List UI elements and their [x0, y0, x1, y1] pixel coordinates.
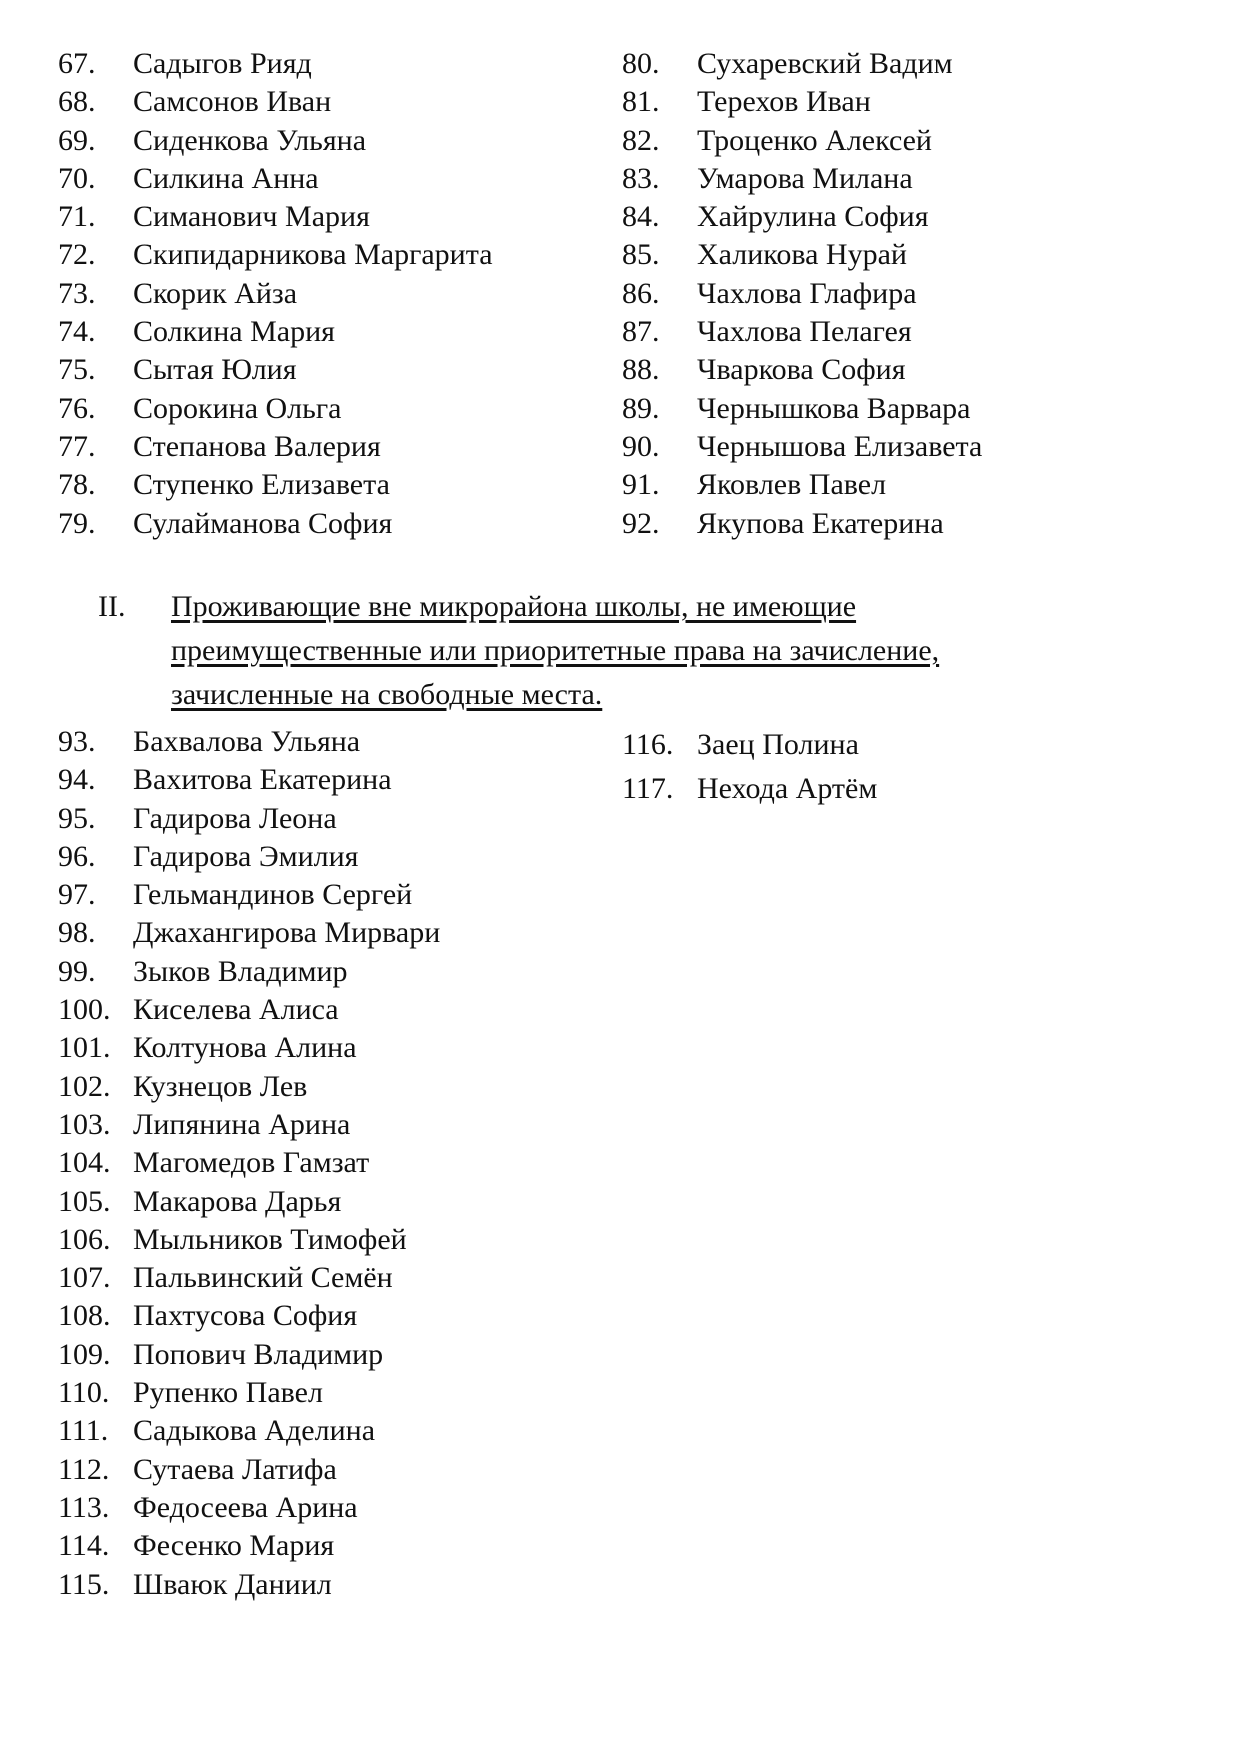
- list-item: [58, 275, 298, 313]
- student-name: Шваюк Даниил: [133, 1567, 332, 1601]
- item-number: 91.: [622, 468, 660, 502]
- list-item: [58, 1374, 323, 1412]
- item-number: 105.: [58, 1184, 111, 1218]
- item-number: 117.: [622, 772, 674, 805]
- student-name: Сиденкова Ульяна: [133, 123, 367, 157]
- item-number: 90.: [622, 429, 660, 463]
- student-name: Халикова Нурай: [697, 238, 907, 272]
- list-item: [58, 1259, 393, 1297]
- list-item: [58, 122, 367, 160]
- list-item: [58, 991, 339, 1029]
- item-number: 75.: [58, 353, 96, 387]
- list-item: [622, 390, 971, 428]
- student-name: Зыков Владимир: [133, 954, 348, 988]
- list-item: [58, 1527, 335, 1565]
- item-number: 72.: [58, 238, 96, 272]
- student-name: Скорик Айза: [133, 276, 298, 310]
- item-number: 112.: [58, 1452, 110, 1486]
- list-item: [58, 45, 312, 83]
- item-number: 113.: [58, 1490, 110, 1524]
- item-number: 85.: [622, 238, 660, 272]
- item-number: 116.: [622, 728, 674, 761]
- student-name: Гадирова Эмилия: [133, 839, 359, 873]
- list-item: [622, 723, 859, 767]
- item-number: 115.: [58, 1567, 110, 1601]
- student-name: Магомедов Гамзат: [133, 1146, 370, 1180]
- list-item: [58, 428, 381, 466]
- item-number: 97.: [58, 878, 96, 912]
- student-name: Садыкова Аделина: [133, 1414, 376, 1448]
- student-name: Мыльников Тимофей: [133, 1222, 407, 1256]
- list-item: [58, 1451, 337, 1489]
- student-name: Заец Полина: [697, 728, 859, 761]
- list-item: [622, 313, 912, 351]
- section-number: II.: [98, 590, 126, 623]
- list-item: [622, 198, 929, 236]
- list-item: [58, 953, 348, 991]
- student-name: Гадирова Леона: [133, 801, 337, 835]
- list-item: [622, 428, 983, 466]
- student-name: Чваркова София: [697, 353, 906, 387]
- item-number: 80.: [622, 47, 660, 80]
- item-number: 86.: [622, 276, 660, 310]
- item-number: 100.: [58, 993, 111, 1027]
- student-name: Сутаева Латифа: [133, 1452, 337, 1486]
- list-item: [58, 1221, 407, 1259]
- student-name: Чернышкова Варвара: [697, 391, 971, 425]
- item-number: 92.: [622, 506, 660, 540]
- list-item: [622, 275, 917, 313]
- student-name: Ступенко Елизавета: [133, 468, 390, 502]
- student-name: Степанова Валерия: [133, 429, 381, 463]
- list-item: [58, 723, 361, 761]
- item-number: 67.: [58, 47, 96, 80]
- item-number: 70.: [58, 161, 96, 195]
- item-number: 107.: [58, 1261, 111, 1295]
- item-number: 111.: [58, 1414, 109, 1448]
- student-name: Чахлова Пелагея: [697, 315, 912, 349]
- item-number: 74.: [58, 315, 96, 349]
- student-name: Макарова Дарья: [133, 1184, 342, 1218]
- student-name: Рупенко Павел: [133, 1376, 323, 1410]
- item-number: 81.: [622, 85, 660, 119]
- student-name: Садыгов Рияд: [133, 47, 312, 80]
- student-name: Гельмандинов Сергей: [133, 878, 413, 912]
- student-name: Кузнецов Лев: [133, 1069, 308, 1103]
- list-item: [58, 876, 413, 914]
- item-number: 103.: [58, 1107, 111, 1141]
- item-number: 77.: [58, 429, 96, 463]
- section1-right-list: [622, 45, 983, 543]
- item-number: 98.: [58, 916, 96, 950]
- student-name: Липянина Арина: [133, 1107, 351, 1141]
- list-item: [58, 160, 319, 198]
- list-item: [622, 236, 907, 274]
- student-name: Колтунова Алина: [133, 1031, 357, 1065]
- list-item: [58, 1297, 358, 1335]
- section1-left-list: [58, 45, 493, 543]
- list-item: [58, 761, 392, 799]
- item-number: 93.: [58, 725, 96, 758]
- student-name: Чахлова Глафира: [697, 276, 917, 310]
- item-number: 68.: [58, 85, 96, 119]
- item-number: 109.: [58, 1337, 111, 1371]
- list-item: [622, 351, 906, 389]
- student-name: Пальвинский Семён: [133, 1261, 393, 1295]
- list-item: [58, 198, 370, 236]
- item-number: 78.: [58, 468, 96, 502]
- list-item: [58, 505, 393, 543]
- student-name: Бахвалова Ульяна: [133, 725, 361, 758]
- student-name: Сытая Юлия: [133, 353, 297, 387]
- list-item: [622, 122, 932, 160]
- item-number: 87.: [622, 315, 660, 349]
- list-item: [622, 505, 944, 543]
- student-name: Нехода Артём: [697, 772, 878, 805]
- list-item: [58, 1566, 332, 1604]
- list-item: [58, 914, 441, 952]
- list-item: [58, 1106, 351, 1144]
- section-title: Проживающие вне микрорайона школы, не имеющие преимущественные или приоритетные права на зачисление, зачисленные на свободные места.: [171, 590, 940, 711]
- item-number: 76.: [58, 391, 96, 425]
- student-name: Скипидарникова Маргарита: [133, 238, 493, 272]
- student-name: Фесенко Мария: [133, 1529, 335, 1563]
- section2-left-list: [58, 723, 441, 1604]
- item-number: 114.: [58, 1529, 110, 1563]
- student-name: Силкина Анна: [133, 161, 319, 195]
- item-number: 95.: [58, 801, 96, 835]
- item-number: 106.: [58, 1222, 111, 1256]
- list-item: [622, 767, 878, 811]
- student-name: Солкина Мария: [133, 315, 335, 349]
- item-number: 84.: [622, 200, 660, 234]
- list-item: [622, 45, 953, 83]
- item-number: 79.: [58, 506, 96, 540]
- item-number: 104.: [58, 1146, 111, 1180]
- list-item: [58, 390, 342, 428]
- list-item: [58, 236, 493, 274]
- student-name: Попович Владимир: [133, 1337, 384, 1371]
- student-name: Чернышова Елизавета: [697, 429, 983, 463]
- list-item: [58, 838, 359, 876]
- student-name: Умарова Милана: [697, 161, 913, 195]
- student-name: Терехов Иван: [697, 85, 871, 119]
- list-item: [58, 1029, 357, 1067]
- item-number: 108.: [58, 1299, 111, 1333]
- student-name: Симанович Мария: [133, 200, 370, 234]
- student-name: Пахтусова София: [133, 1299, 358, 1333]
- student-name: Федосеева Арина: [133, 1490, 358, 1524]
- student-name: Сорокина Ольга: [133, 391, 342, 425]
- section2-right-list: [622, 723, 878, 811]
- list-item: [58, 1144, 370, 1182]
- student-name: Троценко Алексей: [697, 123, 932, 157]
- student-name: Яковлев Павел: [697, 468, 887, 502]
- item-number: 96.: [58, 839, 96, 873]
- list-item: [58, 313, 335, 351]
- list-item: [58, 1183, 342, 1221]
- item-number: 71.: [58, 200, 96, 234]
- list-item: [58, 466, 390, 504]
- item-number: 110.: [58, 1376, 110, 1410]
- item-number: 102.: [58, 1069, 111, 1103]
- item-number: 88.: [622, 353, 660, 387]
- item-number: 83.: [622, 161, 660, 195]
- list-item: [58, 1336, 384, 1374]
- item-number: 82.: [622, 123, 660, 157]
- list-item: [58, 1489, 358, 1527]
- student-name: Джахангирова Мирвари: [133, 916, 441, 950]
- student-name: Самсонов Иван: [133, 85, 332, 119]
- item-number: 101.: [58, 1031, 111, 1065]
- list-item: [58, 1068, 308, 1106]
- student-name: Сулайманова София: [133, 506, 393, 540]
- item-number: 94.: [58, 763, 96, 797]
- item-number: 73.: [58, 276, 96, 310]
- list-item: [622, 466, 887, 504]
- list-item: [58, 83, 332, 121]
- student-name: Сухаревский Вадим: [697, 47, 953, 80]
- item-number: 69.: [58, 123, 96, 157]
- list-item: [58, 351, 297, 389]
- list-item: [622, 160, 913, 198]
- item-number: 99.: [58, 954, 96, 988]
- list-item: [58, 800, 337, 838]
- student-name: Якупова Екатерина: [697, 506, 944, 540]
- student-name: Хайрулина София: [697, 200, 929, 234]
- student-name: Киселева Алиса: [133, 993, 339, 1027]
- list-item: [622, 83, 871, 121]
- list-item: [58, 1412, 376, 1450]
- student-name: Вахитова Екатерина: [133, 763, 392, 797]
- item-number: 89.: [622, 391, 660, 425]
